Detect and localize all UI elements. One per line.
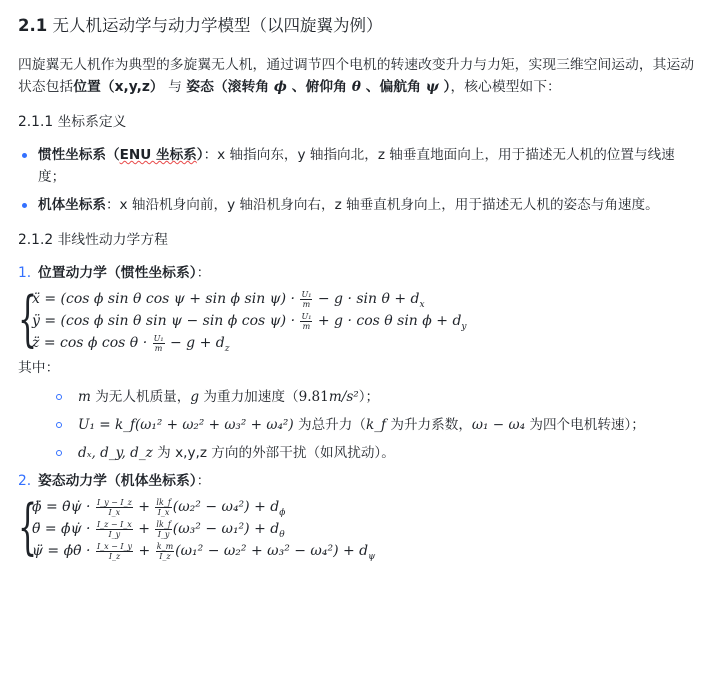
frac-top: U₁ xyxy=(301,311,312,321)
attitude-equations xyxy=(18,492,699,562)
eq-lhs: ψ̈ = ϕ̇θ̇ · xyxy=(32,543,95,559)
pitch-label: 、俯仰角 xyxy=(291,79,347,95)
gravity-value: 9.81 xyxy=(298,389,329,405)
fraction xyxy=(300,312,312,331)
eq-lhs: θ̈ = ϕ̇ψ̇ · xyxy=(32,521,95,537)
pitch-symbol: θ xyxy=(351,79,361,95)
frac-top: lk_f xyxy=(156,497,171,507)
eq-plus: + xyxy=(133,499,155,515)
equation-line xyxy=(32,310,699,332)
position-label: 位置（x,y,z） xyxy=(73,79,164,95)
list-item xyxy=(56,414,699,436)
frac-top: lk_f xyxy=(156,519,171,529)
gravity-symbol: g xyxy=(190,389,200,405)
body-frame-label: 机体坐标系 xyxy=(38,197,106,213)
note-text: ）； xyxy=(358,389,380,405)
roll-symbol: ϕ xyxy=(273,79,287,95)
eq-sub: θ xyxy=(279,529,285,540)
item-number: 1. xyxy=(18,265,32,281)
label-post: ） xyxy=(196,147,204,163)
list-item xyxy=(56,386,699,408)
eq-sub: ϕ xyxy=(279,507,286,518)
gravity-unit: m/s² xyxy=(328,389,359,405)
frac-top: I_x − I_y xyxy=(96,541,133,551)
yaw-symbol: ψ xyxy=(425,79,439,95)
eq-sub: x xyxy=(419,299,425,310)
equation-line xyxy=(32,332,699,354)
label-pre: 惯性坐标系（ xyxy=(38,147,120,163)
frac-bottom: m xyxy=(302,299,311,309)
eq-lhs: ÿ = (cos ϕ sin θ sin ψ − sin ϕ cos ψ) · xyxy=(32,313,300,329)
attitude-label xyxy=(186,79,450,95)
intro-paragraph xyxy=(18,54,699,98)
note-text: 为升力系数， xyxy=(386,417,472,433)
colon: ： xyxy=(196,265,211,281)
symbol-notes xyxy=(18,386,699,464)
coordinate-list xyxy=(18,144,699,216)
eq-lhs: ẍ = (cos ϕ sin θ cos ψ + sin ϕ sin ψ) · xyxy=(32,291,300,307)
colon: ： xyxy=(196,473,211,489)
subsection-title-2: 2.1.2 非线性动力学方程 xyxy=(18,232,168,248)
note-text: 为重力加速度（ xyxy=(199,389,299,405)
fraction xyxy=(155,520,171,539)
frac-bottom: I_z xyxy=(108,551,121,561)
heading-number: 2.1 xyxy=(18,16,48,35)
inertial-frame-label xyxy=(38,147,204,163)
left-brace: { xyxy=(18,284,38,354)
frac-bottom: m xyxy=(302,321,311,331)
eq-lhs: ϕ̈ = θ̇ψ̇ · xyxy=(32,499,95,515)
frac-top: I_y − I_z xyxy=(96,497,132,507)
list-item xyxy=(56,442,699,464)
ordered-item-2 xyxy=(18,470,699,492)
enu-label: ENU 坐标系 xyxy=(119,147,197,163)
equation-line xyxy=(32,518,699,540)
heading-title: 无人机运动学与动力学模型（以四旋翼为例） xyxy=(52,16,383,35)
frac-top: k_m xyxy=(156,541,174,551)
where-label: 其中： xyxy=(18,360,60,376)
mass-symbol: m xyxy=(78,389,91,405)
equation-line xyxy=(32,540,699,562)
attitude-close: ） xyxy=(443,79,451,95)
eq-rhs: − g + d xyxy=(165,335,225,351)
intro-text: 四旋翼无人机作为典型的多旋翼无人机，通过调节四个电机的转速改变升力与力矩，实现三维空间运动，其运动状态包括 xyxy=(18,57,695,95)
left-brace: { xyxy=(18,492,38,562)
fraction xyxy=(156,542,174,561)
eq-plus: + xyxy=(133,521,155,537)
frac-top: U₁ xyxy=(153,333,164,343)
kf-symbol: k_f xyxy=(365,417,387,433)
equation-line xyxy=(32,496,699,518)
note-text: 为无人机质量， xyxy=(90,389,191,405)
eq-sub: ψ xyxy=(368,551,376,562)
attitude-text: 姿态（滚转角 xyxy=(186,79,270,95)
fraction xyxy=(96,520,133,539)
note-text: 为 x,y,z 方向的外部干扰（如风扰动）。 xyxy=(152,445,395,461)
frac-bottom: I_y xyxy=(108,529,121,539)
eq-sub: z xyxy=(224,343,230,354)
list-item xyxy=(18,144,699,188)
eq-sub: y xyxy=(461,321,467,332)
frac-bottom: I_y xyxy=(157,529,170,539)
body-frame-text: ：x 轴沿机身向前，y 轴沿机身向右，z 轴垂直机身向上，用于描述无人机的姿态与角速度。 xyxy=(105,197,659,213)
frac-top: I_z − I_x xyxy=(96,519,132,529)
frac-bottom: m xyxy=(154,343,163,353)
fraction xyxy=(96,498,133,517)
attitude-dynamics-label: 姿态动力学（机体坐标系） xyxy=(38,473,197,489)
eq-rhs: + g · cos θ sin ϕ + d xyxy=(313,313,462,329)
fraction xyxy=(153,334,165,353)
lift-formula: U₁ = k_f(ω₁² + ω₂² + ω₃² + ω₄²) xyxy=(78,417,294,433)
eq-rhs: (ω₃² − ω₁²) + d xyxy=(172,521,280,537)
frac-bottom: I_x xyxy=(157,507,170,517)
equation-line xyxy=(32,288,699,310)
position-dynamics-label: 位置动力学（惯性坐标系） xyxy=(38,265,197,281)
fraction xyxy=(155,498,171,517)
fraction xyxy=(96,542,133,561)
intro-and: 与 xyxy=(163,79,182,95)
ordered-item-1 xyxy=(18,262,699,284)
item-number: 2. xyxy=(18,473,32,489)
note-text: 为总升力（ xyxy=(293,417,366,433)
disturbance-symbols: dₓ, d_y, d_z xyxy=(78,445,153,461)
eq-rhs: (ω₂² − ω₄²) + d xyxy=(172,499,280,515)
yaw-label: 、偏航角 xyxy=(365,79,421,95)
eq-rhs: (ω₁² − ω₂² + ω₃² − ω₄²) + d xyxy=(175,543,369,559)
frac-bottom: I_x xyxy=(108,507,121,517)
section-heading xyxy=(18,14,699,38)
eq-plus: + xyxy=(134,543,155,559)
inertial-frame-text: ：x 轴指向东，y 轴指向北，z 轴垂直地面向上，用于描述无人机的位置与线速度； xyxy=(38,147,675,185)
list-item xyxy=(18,194,699,216)
intro-tail: ，核心模型如下： xyxy=(450,79,561,95)
frac-bottom: I_z xyxy=(159,551,171,561)
note-text: 为四个电机转速）； xyxy=(525,417,645,433)
fraction xyxy=(300,290,312,309)
eq-lhs: z̈ = cos ϕ cos θ · xyxy=(32,335,152,351)
position-equations xyxy=(18,284,699,354)
eq-rhs: − g · sin θ + d xyxy=(313,291,420,307)
omega-range: ω₁ − ω₄ xyxy=(471,417,526,433)
frac-top: U₁ xyxy=(301,289,312,299)
subsection-title-1: 2.1.1 坐标系定义 xyxy=(18,114,127,130)
